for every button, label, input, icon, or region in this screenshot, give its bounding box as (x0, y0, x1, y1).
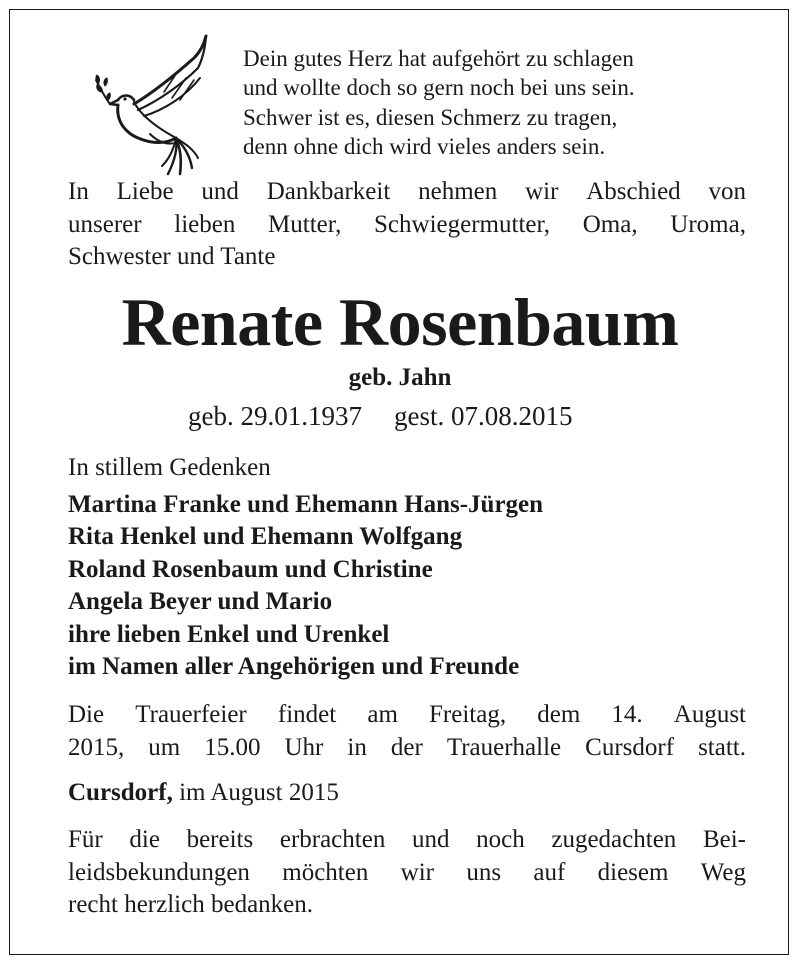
place-town: Cursdorf, (68, 779, 173, 806)
word: August (673, 701, 746, 728)
poem-line: und wollte doch so gern noch bei uns sein. (243, 75, 635, 101)
mourners-list (68, 489, 543, 683)
word: auf (533, 858, 566, 886)
poem-line: Schwer ist es, diesen Schmerz zu tragen, (243, 104, 618, 130)
word: am (367, 701, 398, 728)
word: unserer (68, 210, 142, 238)
word: Freitag, (429, 701, 507, 728)
funeral-info (68, 699, 746, 764)
word: Bei- (702, 826, 746, 853)
maiden-name: geb. Jahn (348, 364, 452, 391)
thanks-last-line: recht herzlich bedanken. (68, 891, 314, 918)
word: uns (466, 858, 502, 886)
deceased-name: Renate Rosenbaum (121, 284, 679, 360)
word: wir (400, 858, 434, 886)
word: Oma, (582, 210, 638, 238)
word: der (390, 733, 423, 761)
word: leidsbekundungen (68, 858, 250, 886)
word: Trauerhalle (446, 733, 562, 761)
justified-line (68, 209, 746, 242)
word: 15.00 (204, 733, 261, 761)
mourner-line: im Namen aller Angehörigen und Freunde (68, 653, 520, 681)
word: Schwiegermutter, (374, 210, 551, 238)
word: erbrachten (279, 826, 386, 853)
life-dates (188, 398, 572, 434)
justified-line (68, 699, 746, 732)
dove-with-olive-branch-icon (94, 34, 212, 178)
word: Liebe (116, 178, 174, 205)
word: bereits (186, 826, 254, 853)
word: Für (68, 826, 103, 853)
death-date: gest. 07.08.2015 (393, 401, 573, 431)
birth-date: geb. 29.01.1937 (188, 401, 362, 431)
word: lieben (174, 210, 236, 238)
place-and-date (68, 777, 339, 809)
mourner-line: Rita Henkel und Ehemann Wolfgang (68, 523, 463, 551)
justified-line (68, 732, 746, 765)
word: und (201, 178, 239, 205)
word: Abschied (586, 178, 681, 205)
word: Cursdorf (585, 733, 675, 761)
word: Weg (700, 858, 746, 886)
justified-line (68, 176, 746, 209)
word: statt. (698, 733, 746, 761)
intro-last-line: Schwester und Tante (68, 243, 276, 270)
justified-line (68, 824, 746, 857)
word: 14. (611, 701, 643, 728)
word: wir (525, 178, 559, 205)
word: in (347, 733, 367, 761)
word: die (129, 826, 160, 853)
poem-line: denn ohne dich wird vieles anders sein. (243, 133, 606, 159)
word: diesem (597, 858, 669, 886)
word: noch (476, 826, 525, 853)
thanks-paragraph (68, 824, 746, 922)
mourner-line: Martina Franke und Ehemann Hans-Jürgen (68, 491, 544, 518)
mourner-line: Angela Beyer und Mario (68, 588, 333, 616)
word: Die (68, 701, 105, 728)
word: Dankbarkeit (266, 178, 391, 205)
word: Trauerfeier (135, 701, 247, 728)
word: zugedachten (551, 826, 677, 853)
word: Uroma, (670, 210, 746, 238)
word: dem (537, 701, 581, 728)
word: 2015, (68, 733, 125, 761)
word: In (68, 178, 89, 205)
mourner-line: Roland Rosenbaum und Christine (68, 555, 433, 583)
word: Mutter, (268, 210, 342, 238)
word: von (708, 178, 746, 205)
word: möchten (282, 858, 369, 886)
word: Uhr (284, 733, 324, 761)
memorial-poem (243, 44, 635, 161)
intro-paragraph (68, 176, 746, 274)
justified-line (68, 857, 746, 890)
place-date: im August 2015 (172, 779, 339, 806)
mourner-line: ihre lieben Enkel und Urenkel (68, 620, 390, 648)
word: findet (277, 701, 337, 728)
poem-line: Dein gutes Herz hat aufgehört zu schlagen (243, 46, 634, 71)
word: und (411, 826, 450, 853)
word: nehmen (418, 178, 498, 205)
memory-line: In stillem Gedenken (68, 454, 271, 481)
word: um (148, 733, 181, 761)
